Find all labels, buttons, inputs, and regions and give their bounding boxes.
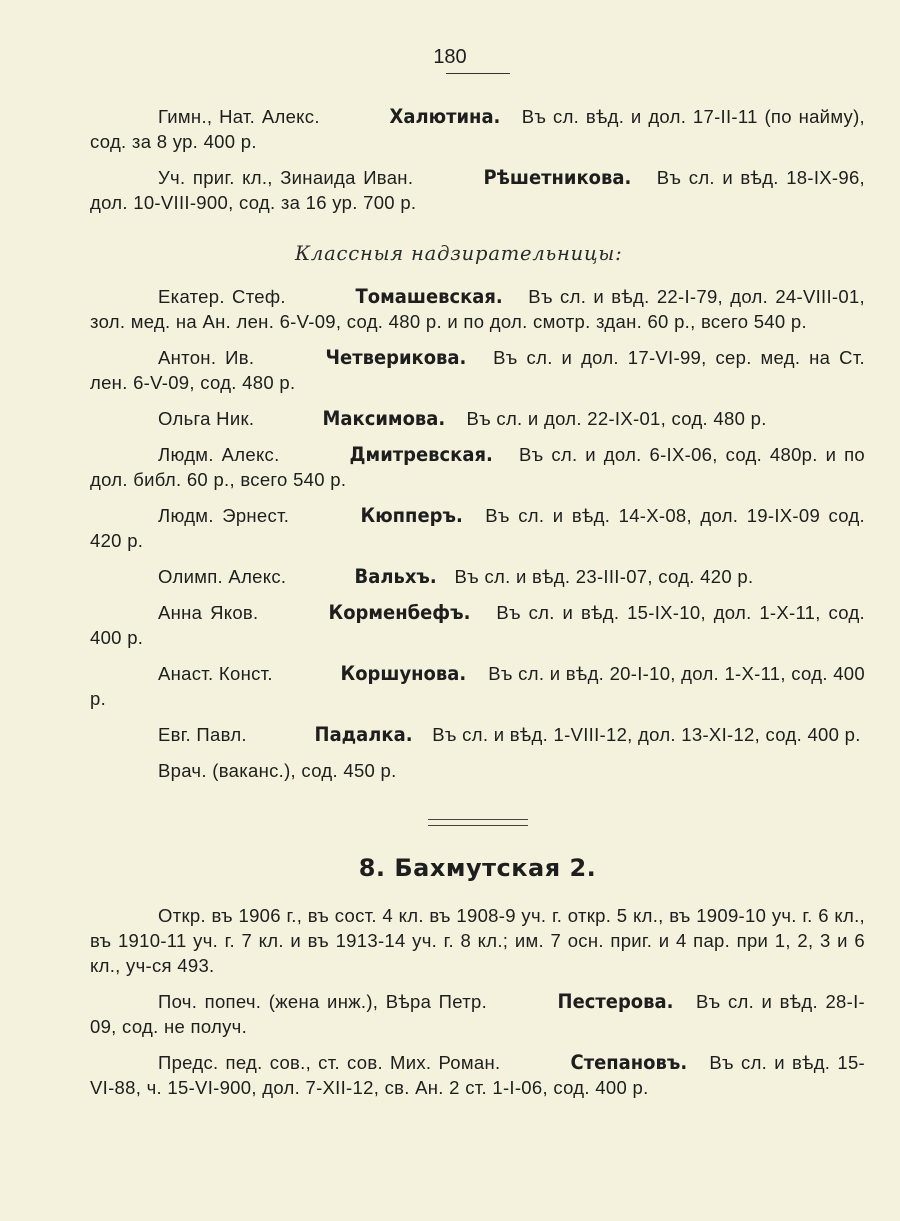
entry-surname: Вальхъ. (354, 565, 437, 588)
entry-surname: Пестерова. (557, 990, 673, 1013)
entry-details: Въ сл. и вѣд. 1-VIII-12, дол. 13-XI-12, сод. 400 р. (426, 724, 861, 745)
entry-lead: Ольга Ник. (158, 408, 260, 429)
entry-details: Въ сл. и вѣд. 23-III-07, сод. 420 р. (449, 566, 754, 587)
entry-paragraph (90, 406, 865, 431)
entry-lead: Олимп. Алекс. (158, 566, 292, 587)
entry-lead: Анаст. Конст. (158, 663, 279, 684)
entry-paragraph (90, 758, 865, 783)
entry-details: Въ сл. и вѣд. 15-IX-10, дол. 1-X-11, сод. 400 р. (90, 602, 866, 648)
entry-surname: Четверикова. (325, 346, 467, 369)
entry-surname: Коршунова. (340, 662, 467, 685)
entry-details: Въ сл. и дол. 17-VI-99, сер. мед. на Ст. лен. 6-V-09, сод. 480 р. (90, 347, 865, 393)
entry-paragraph (90, 600, 865, 650)
entry-lead: Екатер. Стеф. (158, 286, 294, 307)
entry-paragraph (90, 722, 865, 747)
entry-paragraph (90, 903, 865, 978)
entry-lead: Анна Яков. (158, 602, 267, 623)
entry-details: Въ сл. и вѣд. 14-X-08, дол. 19-IX-09 сод. 420 р. (90, 505, 865, 551)
section-divider (428, 819, 528, 826)
entry-surname: Халютина. (389, 105, 500, 128)
page-content (90, 104, 865, 1111)
entry-details: Въ сл. и дол. 22-IX-01, сод. 480 р. (461, 408, 767, 429)
entry-lead: Уч. приг. кл., Зинаида Иван. (158, 167, 421, 188)
entry-lead: Людм. Эрнест. (158, 505, 298, 526)
entry-lead: Гимн., Нат. Алекс. (158, 106, 327, 127)
entry-details: Въ сл. и вѣд. 22-I-79, дол. 24-VIII-01, зол. мед. на Ан. лен. 6-V-09, сод. 480 р. и по дол. смотр. здан. 60 р., всего 540 р. (90, 286, 865, 332)
section-entries (90, 284, 865, 783)
page-number-underline (446, 73, 510, 74)
entry-details: Въ сл. и вѣд. 28-I-09, сод. не получ. (90, 991, 865, 1037)
entry-surname: Степановъ. (570, 1051, 687, 1074)
chapter-entries (90, 903, 865, 1100)
entry-lead: Людм. Алекс. (158, 444, 288, 465)
entry-paragraph (90, 165, 865, 215)
entry-lead: Поч. попеч. (жена инж.), Вѣра Петр. (158, 991, 495, 1012)
entry-paragraph (90, 564, 865, 589)
entry-details: Въ сл. и вѣд. 18-IX-96, дол. 10-VIII-900, сод. за 16 ур. 700 р. (90, 167, 865, 213)
entry-paragraph (90, 442, 865, 492)
chapter-heading: 8. Бахмутская 2. (358, 854, 597, 882)
entry-details: Въ сл. и вѣд. 15-VI-88, ч. 15-VI-900, дол. 7-XII-12, св. Ан. 2 ст. 1-I-06, сод. 400 р. (90, 1052, 865, 1098)
entry-paragraph (90, 104, 865, 154)
entry-surname: Кюпперъ. (360, 504, 463, 527)
entry-details: Въ сл. и вѣд. 20-I-10, дол. 1-X-11, сод. 400 р. (90, 663, 865, 709)
entry-paragraph (90, 503, 865, 553)
entry-paragraph (90, 661, 865, 711)
entry-lead: Откр. въ 1906 г., въ сост. 4 кл. въ 1908-9 уч. г. откр. 5 кл., въ 1909-10 уч. г. 6 кл., въ 1910-11 уч. г. 7 кл. и въ 1913-14 уч. г. 8 кл.; им. 7 осн. приг. и 4 пар. при 1, 2, 3 и 6 кл., уч-ся 493. (90, 905, 865, 976)
entry-lead: Антон. Ив. (158, 347, 264, 368)
entry-surname: Падалка. (314, 723, 413, 746)
entry-paragraph (90, 1050, 865, 1100)
entry-surname: Дмитревская. (349, 443, 494, 466)
entry-lead: Врач. (ваканс.), сод. 450 р. (158, 760, 397, 781)
entry-surname: Корменбефъ. (328, 601, 471, 624)
entry-paragraph (90, 345, 865, 395)
page-number: 180 (433, 46, 467, 68)
entry-details: Въ сл. и дол. 6-IX-06, сод. 480р. и по дол. библ. 60 р., всего 540 р. (90, 444, 865, 490)
entry-paragraph (90, 284, 865, 334)
entry-lead: Предс. пед. сов., ст. сов. Мих. Роман. (158, 1052, 508, 1073)
entry-paragraph (90, 989, 865, 1039)
entry-lead: Евг. Павл. (158, 724, 253, 745)
section-heading: Классныя надзирательницы: (295, 242, 623, 265)
top-entries (90, 104, 865, 215)
entry-surname: Томашевская. (355, 285, 503, 308)
entry-surname: Рѣшетникова. (483, 166, 632, 189)
entry-surname: Максимова. (322, 407, 445, 430)
entry-details: Въ сл. вѣд. и дол. 17-II-11 (по найму), сод. за 8 ур. 400 р. (90, 106, 865, 152)
